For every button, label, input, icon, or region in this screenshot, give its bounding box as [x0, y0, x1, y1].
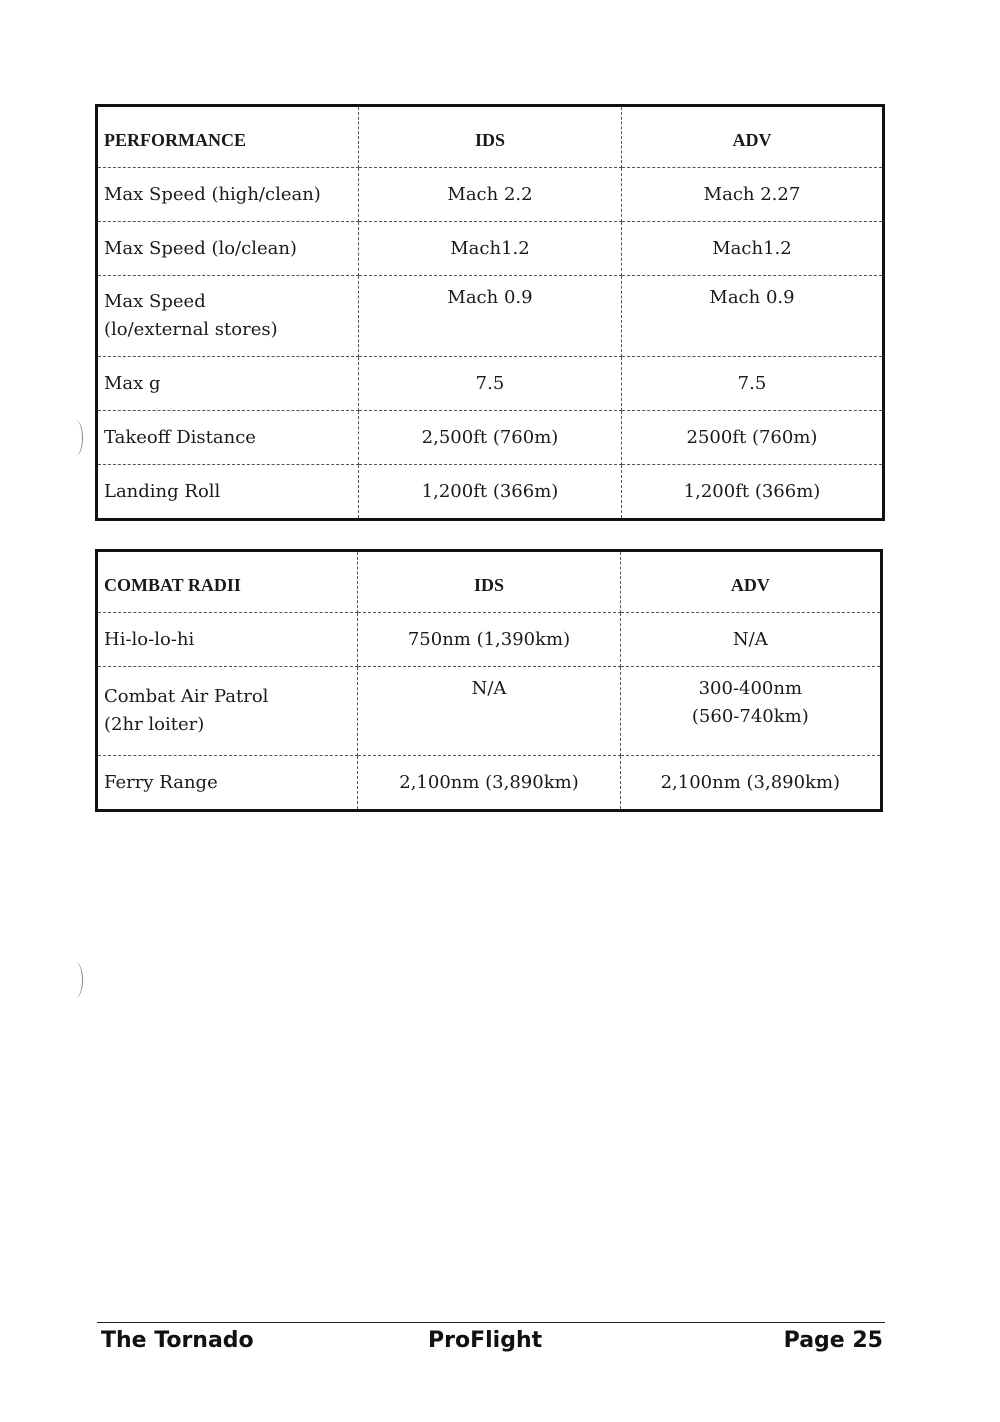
adv-value-line: 7.5: [737, 372, 767, 394]
ids-value: [358, 222, 621, 276]
adv-value: [621, 276, 883, 357]
performance-header-row: [97, 106, 884, 168]
combat-radii-header: COMBAT RADII: [97, 551, 358, 613]
adv-value: [620, 756, 881, 811]
adv-value-line: (560-740km): [691, 706, 809, 727]
ids-value-line: Mach1.2: [450, 237, 530, 259]
adv-value: [620, 667, 881, 756]
ids-value-line: Mach 2.2: [447, 183, 533, 205]
ids-column-header: IDS: [358, 551, 620, 613]
adv-value: [621, 222, 883, 276]
row-label: [97, 756, 358, 811]
row-label: [97, 411, 359, 465]
ids-value: [358, 276, 621, 357]
footer-page-number: Page 25: [783, 1328, 883, 1353]
adv-value: [621, 168, 883, 222]
row-label-line: Hi-lo-lo-hi: [104, 628, 195, 650]
adv-value-line: 2,100nm (3,890km): [660, 771, 841, 793]
row-label: [97, 667, 358, 756]
adv-value: [621, 411, 883, 465]
binding-hole-mark: [68, 962, 83, 998]
adv-value-line: Mach1.2: [712, 237, 792, 259]
adv-column-header: ADV: [621, 106, 883, 168]
binding-hole-mark: [68, 420, 83, 456]
ids-value: [358, 613, 620, 667]
row-label: [97, 357, 359, 411]
table-row: [97, 411, 884, 465]
row-label-line: Max Speed: [104, 291, 206, 312]
performance-rows: [97, 168, 884, 520]
ids-value-line: 2,500ft (760m): [421, 426, 559, 448]
row-label-line: Max g: [104, 372, 161, 394]
combat-radii-header-row: [97, 551, 882, 613]
ids-value-line: N/A: [471, 678, 507, 699]
row-label: [97, 168, 359, 222]
table-row: [97, 613, 882, 667]
adv-value-line: Mach 0.9: [709, 287, 795, 308]
row-label: [97, 613, 358, 667]
table-row: [97, 465, 884, 520]
footer-divider: [97, 1322, 885, 1323]
adv-value-line: 2500ft (760m): [686, 426, 818, 448]
row-label-line: Max Speed (lo/clean): [104, 237, 297, 259]
combat-radii-table: [95, 549, 883, 812]
table-row: [97, 168, 884, 222]
adv-value: [621, 357, 883, 411]
performance-header: PERFORMANCE: [97, 106, 359, 168]
ids-value-line: 750nm (1,390km): [407, 628, 571, 650]
table-row: [97, 276, 884, 357]
row-label-line: (2hr loiter): [104, 714, 205, 735]
row-label: [97, 222, 359, 276]
ids-value: [358, 667, 620, 756]
adv-value-line: 1,200ft (366m): [683, 480, 821, 502]
row-label-line: Ferry Range: [104, 771, 218, 793]
ids-value-line: 1,200ft (366m): [421, 480, 559, 502]
adv-value-line: 300-400nm: [698, 678, 803, 699]
table-row: [97, 357, 884, 411]
ids-value: [358, 756, 620, 811]
ids-value: [358, 357, 621, 411]
adv-value: [620, 613, 881, 667]
ids-column-header: IDS: [358, 106, 621, 168]
performance-table: [95, 104, 885, 521]
ids-value-line: 2,100nm (3,890km): [399, 771, 579, 793]
footer-book-title: The Tornado: [101, 1328, 254, 1353]
footer-publisher: ProFlight: [428, 1328, 543, 1353]
row-label-line: Takeoff Distance: [104, 426, 256, 448]
row-label-line: (lo/external stores): [104, 319, 278, 340]
adv-column-header: ADV: [620, 551, 881, 613]
row-label-line: Max Speed (high/clean): [104, 183, 321, 205]
ids-value: [358, 465, 621, 520]
adv-value-line: Mach 2.27: [703, 183, 801, 205]
adv-value-line: N/A: [732, 628, 768, 650]
ids-value: [358, 168, 621, 222]
combat-radii-rows: [97, 613, 882, 811]
row-label-line: Landing Roll: [104, 480, 221, 502]
row-label: [97, 465, 359, 520]
ids-value-line: 7.5: [475, 372, 505, 394]
table-row: [97, 667, 882, 756]
ids-value: [358, 411, 621, 465]
adv-value: [621, 465, 883, 520]
row-label: [97, 276, 359, 357]
table-row: [97, 756, 882, 811]
row-label-line: Combat Air Patrol: [104, 686, 269, 707]
table-row: [97, 222, 884, 276]
ids-value-line: Mach 0.9: [447, 287, 533, 308]
